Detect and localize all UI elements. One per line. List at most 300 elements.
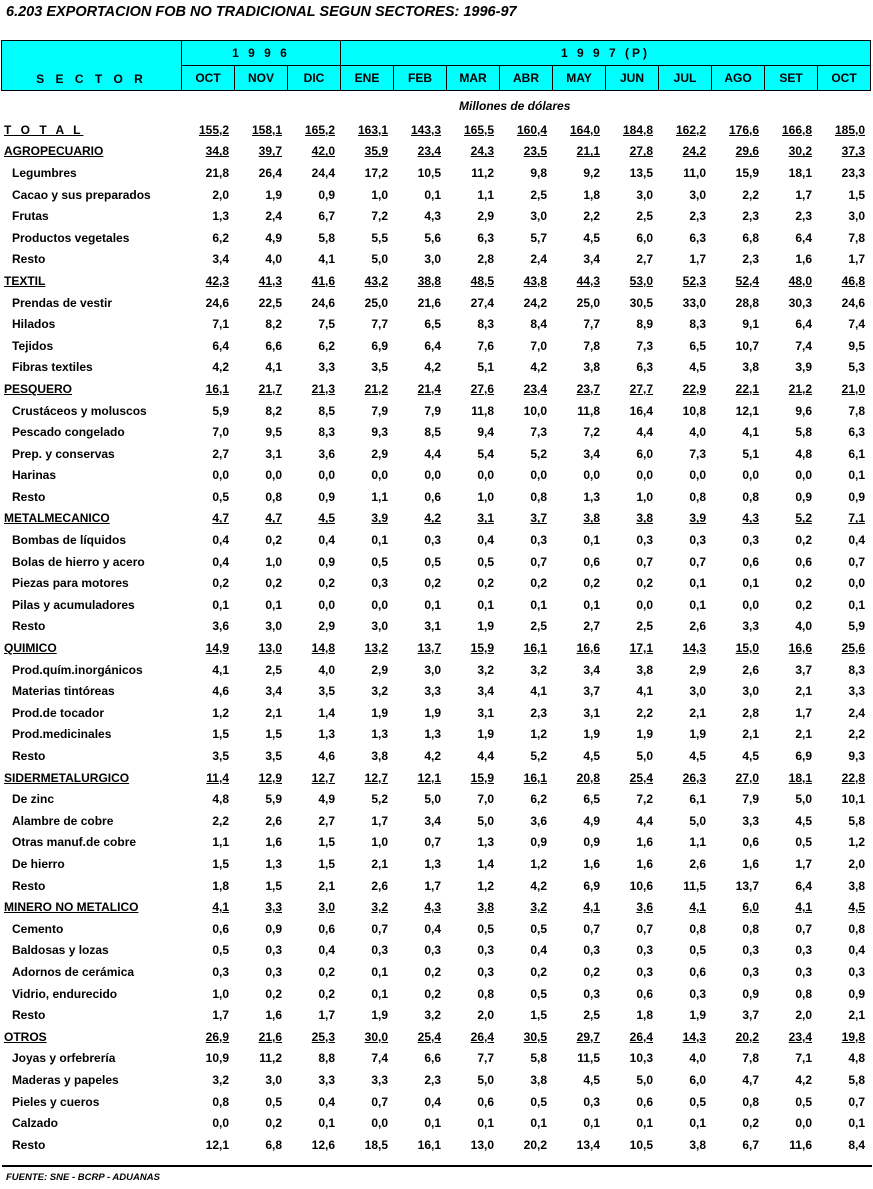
cell-value-text: 1,6: [742, 856, 759, 871]
cell-value: [553, 465, 606, 487]
cell-value: [659, 205, 712, 227]
cell-value-text: 0,6: [795, 554, 812, 569]
cell-value: [500, 810, 553, 832]
cell-value: [712, 119, 765, 141]
cell-value-text: 27,7: [629, 381, 653, 396]
cell-value: [606, 205, 659, 227]
cell-value: [818, 551, 871, 573]
cell-value: [235, 788, 288, 810]
cell-value-text: 1,3: [318, 727, 335, 742]
cell-value: [712, 594, 765, 616]
cell-value: [288, 162, 341, 184]
row-label: Cacao y sus preparados: [12, 187, 151, 202]
cell-value: [288, 659, 341, 681]
cell-value-text: 0,1: [477, 1116, 494, 1131]
cell-value-text: 0,1: [424, 597, 441, 612]
cell-value-text: 0,3: [636, 964, 653, 979]
cell-value-text: 0,3: [636, 533, 653, 548]
cell-value: [500, 616, 553, 638]
cell-value-text: 0,2: [530, 576, 547, 591]
cell-value: [288, 918, 341, 940]
cell-value-text: 2,0: [212, 187, 229, 202]
cell-value: [500, 788, 553, 810]
cell-value: [553, 659, 606, 681]
cell-value: [712, 680, 765, 702]
cell-value: [765, 205, 818, 227]
cell-value-text: 0,6: [424, 489, 441, 504]
sector-row: [1, 767, 871, 789]
cell-value: [288, 810, 341, 832]
cell-value: [765, 1069, 818, 1091]
cell-value-text: 0,3: [742, 533, 759, 548]
cell-value-text: 53,0: [629, 273, 653, 288]
cell-value: [818, 896, 871, 918]
cell-value: [447, 313, 500, 335]
cell-value-text: 3,0: [689, 187, 706, 202]
cell-value-text: 0,1: [583, 597, 600, 612]
cell-value-text: 33,0: [682, 295, 706, 310]
footer-divider: [2, 1165, 872, 1167]
cell-value: [235, 1026, 288, 1048]
cell-value: [500, 292, 553, 314]
cell-value: [341, 529, 394, 551]
cell-value: [712, 1069, 765, 1091]
cell-value: [765, 983, 818, 1005]
cell-value-text: 7,6: [477, 338, 494, 353]
cell-value-text: 0,3: [583, 1094, 600, 1109]
cell-value-text: 1,2: [530, 727, 547, 742]
cell-value: [288, 529, 341, 551]
cell-value: [712, 162, 765, 184]
cell-value-text: 143,3: [410, 122, 441, 137]
cell-value-text: 0,1: [530, 597, 547, 612]
cell-value-text: 6,4: [212, 338, 229, 353]
cell-value: [341, 141, 394, 163]
table-row: [1, 1004, 871, 1026]
cell-value: [447, 443, 500, 465]
cell-value: [288, 292, 341, 314]
cell-value-text: 1,1: [689, 835, 706, 850]
cell-value: [553, 443, 606, 465]
row-label: Tejidos: [12, 338, 54, 353]
cell-value-text: 0,7: [795, 921, 812, 936]
cell-value: [606, 335, 659, 357]
cell-value-text: 2,5: [530, 619, 547, 634]
cell-value-text: 1,8: [583, 187, 600, 202]
cell-value-text: 0,0: [371, 1116, 388, 1131]
row-label: Prod.medicinales: [12, 727, 112, 742]
row-label: Prep. y conservas: [12, 446, 115, 461]
cell-value-text: 3,6: [636, 900, 653, 915]
cell-value: [288, 896, 341, 918]
cell-value-text: 6,7: [318, 209, 335, 224]
cell-value-text: 0,1: [530, 1116, 547, 1131]
cell-value: [553, 249, 606, 271]
cell-value: [182, 745, 235, 767]
cell-value: [394, 313, 447, 335]
cell-value-text: 1,7: [689, 252, 706, 267]
cell-value-text: 0,8: [742, 1094, 759, 1109]
cell-value: [659, 1048, 712, 1070]
cell-value-text: 0,3: [636, 943, 653, 958]
cell-value: [235, 616, 288, 638]
cell-value-text: 6,8: [742, 230, 759, 245]
cell-value-text: 39,7: [258, 144, 282, 159]
cell-value: [394, 205, 447, 227]
cell-value-text: 0,1: [265, 597, 282, 612]
cell-value-text: 3,4: [583, 252, 600, 267]
row-label: Materias tintóreas: [12, 684, 115, 699]
month-header: JUN: [606, 66, 659, 91]
cell-value-text: 3,3: [848, 684, 865, 699]
cell-value: [182, 810, 235, 832]
cell-value: [659, 572, 712, 594]
cell-value-text: 0,0: [530, 468, 547, 483]
cell-value-text: 0,0: [689, 468, 706, 483]
cell-value-text: 4,8: [848, 1051, 865, 1066]
cell-value-text: 4,7: [265, 511, 282, 526]
cell-value-text: 0,8: [795, 986, 812, 1001]
cell-value-text: 0,5: [265, 1094, 282, 1109]
cell-value-text: 16,6: [576, 641, 600, 656]
cell-value: [235, 335, 288, 357]
cell-value-text: 4,7: [212, 511, 229, 526]
cell-value: [606, 162, 659, 184]
cell-value-text: 16,1: [417, 1137, 441, 1152]
cell-value: [818, 227, 871, 249]
cell-value: [288, 616, 341, 638]
cell-value: [235, 1048, 288, 1070]
cell-value-text: 21,2: [364, 381, 388, 396]
cell-value-text: 1,2: [212, 705, 229, 720]
cell-value-text: 0,7: [424, 835, 441, 850]
cell-value: [553, 896, 606, 918]
cell-value: [659, 983, 712, 1005]
month-header: NOV: [235, 66, 288, 91]
cell-value-text: 2,5: [583, 1008, 600, 1023]
cell-value-text: 4,1: [265, 360, 282, 375]
cell-value-text: 0,3: [689, 986, 706, 1001]
cell-value: [235, 637, 288, 659]
cell-value-text: 3,8: [583, 511, 600, 526]
cell-value-text: 0,5: [212, 489, 229, 504]
cell-value-text: 4,1: [742, 425, 759, 440]
cell-value: [659, 1004, 712, 1026]
cell-value: [288, 767, 341, 789]
cell-value: [818, 378, 871, 400]
cell-value-text: 2,0: [477, 1008, 494, 1023]
cell-value: [235, 270, 288, 292]
cell-value: [606, 1091, 659, 1113]
table-row: [1, 1134, 871, 1156]
cell-value-text: 2,2: [848, 727, 865, 742]
cell-value: [182, 983, 235, 1005]
cell-value-text: 5,6: [424, 230, 441, 245]
cell-value: [394, 1026, 447, 1048]
cell-value-text: 4,1: [318, 252, 335, 267]
cell-value-text: 1,1: [477, 187, 494, 202]
cell-value: [659, 486, 712, 508]
cell-value-text: 0,1: [689, 1116, 706, 1131]
cell-value: [659, 551, 712, 573]
cell-value-text: 0,1: [636, 1116, 653, 1131]
cell-value: [182, 832, 235, 854]
cell-value-text: 10,0: [523, 403, 547, 418]
cell-value-text: 11,5: [577, 1051, 600, 1066]
cell-value: [500, 918, 553, 940]
row-label: Adornos de cerámica: [12, 964, 135, 979]
cell-value-text: 0,3: [212, 964, 229, 979]
cell-value: [553, 637, 606, 659]
cell-value-text: 3,0: [636, 187, 653, 202]
cell-value-text: 8,8: [318, 1051, 335, 1066]
cell-value: [341, 594, 394, 616]
cell-value-text: 1,0: [265, 554, 282, 569]
cell-value-text: 4,4: [636, 425, 653, 440]
cell-value-text: 3,5: [318, 684, 335, 699]
cell-value: [447, 616, 500, 638]
cell-value: [500, 702, 553, 724]
cell-value-text: 2,6: [265, 813, 282, 828]
month-header: SET: [765, 66, 818, 91]
cell-value-text: 1,3: [477, 835, 494, 850]
cell-value-text: 5,0: [636, 1072, 653, 1087]
cell-value-text: 4,9: [583, 813, 600, 828]
cell-value: [765, 1112, 818, 1134]
cell-value-text: 8,5: [424, 425, 441, 440]
cell-value-text: 5,9: [212, 403, 229, 418]
cell-value-text: 0,8: [212, 1094, 229, 1109]
cell-value-text: 13,2: [364, 641, 388, 656]
cell-value: [500, 1069, 553, 1091]
cell-value-text: 4,9: [265, 230, 282, 245]
cell-value-text: 10,9: [205, 1051, 229, 1066]
cell-value-text: 2,0: [848, 856, 865, 871]
cell-value: [553, 724, 606, 746]
cell-value: [182, 1112, 235, 1134]
cell-value-text: 10,8: [682, 403, 706, 418]
cell-value-text: 3,1: [424, 619, 441, 634]
table-row: [1, 357, 871, 379]
cell-value-text: 5,9: [848, 619, 865, 634]
cell-value: [712, 853, 765, 875]
cell-value: [447, 227, 500, 249]
cell-value: [341, 249, 394, 271]
cell-value-text: 1,1: [371, 489, 388, 504]
cell-value: [394, 918, 447, 940]
cell-value-text: 7,8: [848, 403, 865, 418]
cell-value-text: 2,2: [742, 187, 759, 202]
cell-value: [712, 896, 765, 918]
cell-value: [288, 227, 341, 249]
cell-value: [235, 508, 288, 530]
cell-value-text: 7,9: [742, 792, 759, 807]
cell-value: [765, 961, 818, 983]
cell-value: [235, 465, 288, 487]
cell-value-text: 4,5: [583, 749, 600, 764]
cell-value-text: 4,5: [583, 1072, 600, 1087]
cell-value-text: 7,7: [371, 317, 388, 332]
cell-value: [394, 249, 447, 271]
cell-value-text: 5,0: [477, 1072, 494, 1087]
cell-value-text: 10,3: [629, 1051, 653, 1066]
sector-column-header: S E C T O R: [2, 41, 182, 91]
cell-value-text: 3,2: [371, 684, 388, 699]
cell-value: [606, 1048, 659, 1070]
cell-value: [818, 594, 871, 616]
cell-value-text: 1,6: [636, 835, 653, 850]
cell-value-text: 25,3: [311, 1029, 335, 1044]
cell-value: [235, 551, 288, 573]
cell-value-text: 0,3: [530, 533, 547, 548]
cell-value: [712, 249, 765, 271]
cell-value: [606, 918, 659, 940]
cell-value-text: 0,2: [424, 964, 441, 979]
cell-value: [288, 702, 341, 724]
cell-value-text: 0,1: [371, 964, 388, 979]
table-row: [1, 292, 871, 314]
cell-value: [394, 832, 447, 854]
cell-value-text: 0,9: [530, 835, 547, 850]
cell-value: [288, 594, 341, 616]
cell-value: [394, 1004, 447, 1026]
cell-value-text: 1,0: [212, 986, 229, 1001]
cell-value: [712, 702, 765, 724]
cell-value: [500, 637, 553, 659]
cell-value-text: 16,1: [205, 381, 229, 396]
cell-value: [712, 486, 765, 508]
cell-value-text: 7,1: [795, 1051, 812, 1066]
cell-value-text: 30,3: [788, 295, 812, 310]
cell-value-text: 3,0: [530, 209, 547, 224]
cell-value-text: 1,7: [212, 1008, 229, 1023]
cell-value: [394, 1069, 447, 1091]
sector-row: [1, 1026, 871, 1048]
cell-value: [288, 465, 341, 487]
cell-value-text: 3,2: [424, 1008, 441, 1023]
sector-row: [1, 637, 871, 659]
cell-value: [712, 227, 765, 249]
cell-value-text: 3,7: [742, 1008, 759, 1023]
cell-value: [394, 594, 447, 616]
cell-value-text: 0,0: [795, 1116, 812, 1131]
cell-value-text: 0,9: [265, 921, 282, 936]
cell-value: [765, 594, 818, 616]
cell-value-text: 0,5: [530, 1094, 547, 1109]
cell-value-text: 0,6: [636, 1094, 653, 1109]
cell-value-text: 8,9: [636, 317, 653, 332]
cell-value-text: 43,8: [523, 273, 547, 288]
cell-value-text: 22,9: [682, 381, 706, 396]
cell-value: [606, 1134, 659, 1156]
cell-value: [818, 205, 871, 227]
cell-value: [606, 1026, 659, 1048]
cell-value: [447, 1026, 500, 1048]
cell-value: [182, 292, 235, 314]
cell-value-text: 0,3: [689, 533, 706, 548]
cell-value: [606, 875, 659, 897]
cell-value-text: 25,0: [364, 295, 388, 310]
cell-value-text: 3,6: [530, 813, 547, 828]
cell-value: [553, 421, 606, 443]
cell-value: [288, 832, 341, 854]
cell-value: [818, 680, 871, 702]
cell-value-text: 0,7: [848, 554, 865, 569]
cell-value: [394, 141, 447, 163]
cell-value: [765, 724, 818, 746]
cell-value: [500, 335, 553, 357]
cell-value-text: 3,4: [583, 662, 600, 677]
cell-value-text: 0,2: [795, 597, 812, 612]
cell-value: [341, 1026, 394, 1048]
cell-value: [341, 832, 394, 854]
cell-value: [447, 205, 500, 227]
cell-value: [447, 421, 500, 443]
cell-value-text: 22,8: [841, 770, 865, 785]
cell-value: [500, 119, 553, 141]
row-label: Productos vegetales: [12, 230, 130, 245]
cell-value: [712, 378, 765, 400]
cell-value: [553, 529, 606, 551]
cell-value-text: 0,6: [689, 964, 706, 979]
cell-value-text: 5,8: [795, 425, 812, 440]
sector-row: [1, 508, 871, 530]
cell-value-text: 42,0: [311, 144, 335, 159]
cell-value: [765, 270, 818, 292]
cell-value: [341, 767, 394, 789]
cell-value: [341, 119, 394, 141]
cell-value-text: 6,3: [848, 425, 865, 440]
cell-value-text: 5,0: [424, 792, 441, 807]
cell-value-text: 2,4: [848, 705, 865, 720]
cell-value-text: 0,7: [371, 921, 388, 936]
cell-value: [553, 594, 606, 616]
cell-value: [341, 443, 394, 465]
cell-value: [447, 810, 500, 832]
cell-value: [288, 357, 341, 379]
cell-value-text: 0,3: [477, 943, 494, 958]
cell-value-text: 0,5: [689, 943, 706, 958]
cell-value: [712, 810, 765, 832]
cell-value: [659, 637, 712, 659]
cell-value-text: 0,0: [477, 468, 494, 483]
cell-value-text: 1,9: [636, 727, 653, 742]
cell-value: [818, 659, 871, 681]
cell-value-text: 7,3: [636, 338, 653, 353]
month-header: OCT: [818, 66, 871, 91]
cell-value-text: 0,4: [318, 533, 335, 548]
cell-value-text: 6,4: [795, 230, 812, 245]
cell-value-text: 27,6: [470, 381, 494, 396]
cell-value: [341, 227, 394, 249]
cell-value-text: 22,1: [735, 381, 759, 396]
cell-value: [712, 141, 765, 163]
cell-value: [182, 853, 235, 875]
cell-value: [712, 313, 765, 335]
cell-value: [818, 832, 871, 854]
cell-value-text: 1,7: [424, 878, 441, 893]
cell-value: [182, 1134, 235, 1156]
cell-value: [500, 1134, 553, 1156]
cell-value: [447, 400, 500, 422]
cell-value-text: 4,6: [212, 684, 229, 699]
source-note: FUENTE: SNE - BCRP - ADUANAS: [6, 1172, 160, 1183]
cell-value: [553, 572, 606, 594]
cell-value: [447, 529, 500, 551]
cell-value-text: 2,3: [689, 209, 706, 224]
cell-value-text: 1,0: [477, 489, 494, 504]
cell-value-text: 2,6: [689, 619, 706, 634]
